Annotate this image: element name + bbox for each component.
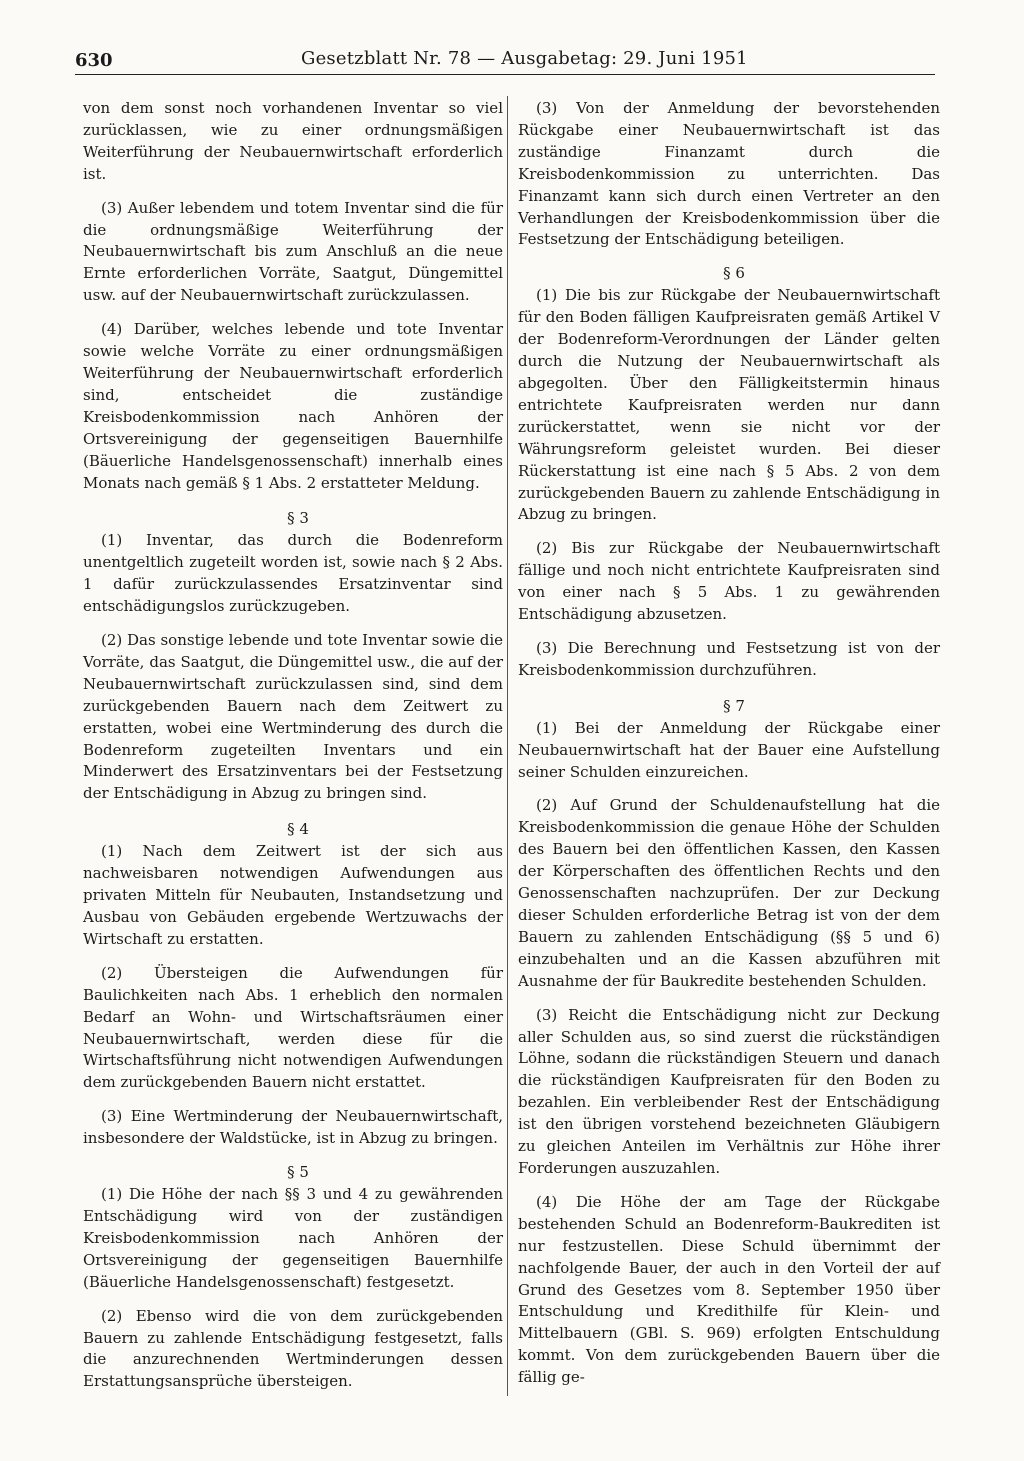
paragraph: (2) Übersteigen die Aufwendungen für Baulichkeiten nach Abs. 1 erheblich den normalen Bedarf an Wohn- und Wirtschaftsräumen einer Neubauernwirtschaft, werden diese für die Wirtschaftsführung nicht notwendigen Aufwendungen dem zurückgebenden Bauern nicht erstattet.: [83, 963, 503, 1092]
section-heading-6: § 6: [723, 264, 745, 283]
page-header: [75, 44, 935, 75]
paragraph: (1) Nach dem Zeitwert ist der sich aus nachweisbaren notwendigen Aufwendungen aus privaten Mitteln für Neubauten, Instandsetzung und Ausbau von Gebäuden ergebende Wertzuwachs der Wirtschaft zu erstatten.: [83, 842, 503, 948]
paragraph: (3) Reicht die Entschädigung nicht zur Deckung aller Schulden aus, so sind zuerst die rückständigen Löhne, sodann die rückständigen Steuern und danach die rückständigen Kaufpreisraten für den Boden zu bezahlen. Ein verbleibender Rest der Entschädigung ist den übrigen vorstehend bezeichneten Gläubigern zu gleichen Anteilen im Verhältnis zur Höhe ihrer Forderungen auszuzahlen.: [518, 1005, 940, 1177]
paragraph: (3) Die Berechnung und Festsetzung ist von der Kreisbodenkommission durchzuführen.: [518, 638, 940, 679]
paragraph: (1) Die Höhe der nach §§ 3 und 4 zu gewährenden Entschädigung wird von der zuständigen Kreisbodenkommission nach Anhören der Ortsvereinigung der gegenseitigen Bauernhilfe (Bäuerliche Handelsgenossenschaft) festgesetzt.: [83, 1185, 503, 1291]
paragraph: (3) Außer lebendem und totem Inventar sind die für die ordnungsmäßige Weiterführung der Neubauernwirtschaft bis zum Anschluß an die neue Ernte erforderlichen Vorräte, Saatgut, Düngemittel usw. auf der Neubauernwirtschaft zurückzulassen.: [83, 198, 503, 305]
paragraph: (2) Bis zur Rückgabe der Neubauernwirtschaft fällige und noch nicht entrichtete Kaufpreisraten sind von einer nach § 5 Abs. 1 zu gewährenden Entschädigung abzusetzen.: [518, 539, 940, 624]
paragraph: (3) Eine Wertminderung der Neubauernwirtschaft, insbesondere der Waldstücke, ist in Abzug zu bringen.: [83, 1107, 503, 1148]
section-heading-4: § 4: [287, 820, 309, 839]
section-heading-7: § 7: [723, 696, 745, 715]
paragraph: (4) Darüber, welches lebende und tote Inventar sowie welche Vorräte zu einer ordnungsmäßigen Weiterführung der Neubauernwirtschaft erforderlich sind, entscheidet die zuständige Kreisbodenkommission nach Anhören der Ortsvereinigung der gegenseitigen Bauernhilfe (Bäuerliche Handelsgenossenschaft) innerhalb eines Monats nach gemäß § 1 Abs. 2 erstatteter Meldung.: [83, 320, 503, 492]
paragraph: (2) Das sonstige lebende und tote Inventar sowie die Vorräte, das Saatgut, die Düngemittel usw., die auf der Neubauernwirtschaft zurückzulassen sind, sind dem zurückgebenden Bauern nach dem Zeitwert zu erstatten, wobei eine Wertminderung des durch die Bodenreform zugeteilten Inventars und ein Minderwert des Ersatzinventars bei der Festsetzung der Entschädigung in Abzug zu bringen sind.: [83, 631, 503, 803]
paragraph: (1) Inventar, das durch die Bodenreform unentgeltlich zugeteilt worden ist, sowie nach § 2 Abs. 1 dafür zurückzulassendes Ersatzinventar sind entschädigungslos zurückzugeben.: [83, 531, 503, 616]
paragraph: (1) Die bis zur Rückgabe der Neubauernwirtschaft für den Boden fälligen Kaufpreisraten gemäß Artikel V der Bodenreform-Verordnungen der Länder gelten durch die Nutzung der Neubauernwirtschaft als abgegolten. Über den Fälligkeitstermin hinaus entrichtete Kaufpreisraten werden nur dann zurückerstattet, wenn sie nicht vor der Währungsreform geleistet wurden. Bei dieser Rückerstattung ist eine nach § 5 Abs. 2 von dem zurückgebenden Bauern zu zahlende Entschädigung in Abzug zu bringen.: [518, 286, 940, 524]
right-column: [518, 98, 940, 1401]
paragraph: (2) Auf Grund der Schuldenaufstellung hat die Kreisbodenkommission die genaue Höhe der Schulden des Bauern bei den öffentlichen Kassen, den Kassen der Körperschaften des öffentlichen Rechts und den Genossenschaften nachzuprüfen. Der zur Deckung dieser Schulden erforderliche Betrag ist von der dem Bauern zu zahlenden Entschädigung (§§ 5 und 6) einzubehalten und an die Kassen abzuführen mit Ausnahme der für Baukredite bestehenden Schulden.: [518, 796, 940, 990]
gazette-title: Gesetzblatt Nr. 78 — Ausgabetag: 29. Juni 1951: [301, 48, 748, 69]
paragraph: (2) Ebenso wird die von dem zurückgebenden Bauern zu zahlende Entschädigung festgesetzt, falls die anzurechnenden Wertminderungen dessen Erstattungsansprüche übersteigen.: [83, 1306, 503, 1391]
page-number: 630: [75, 50, 113, 71]
column-divider: [507, 96, 508, 1396]
paragraph: (4) Die Höhe der am Tage der Rückgabe bestehenden Schuld an Bodenreform-Baukrediten ist nur festzustellen. Diese Schuld übernimmt der nachfolgende Bauer, der auch in den Vorteil der auf Grund des Gesetzes vom 8. September 1950 über Entschuldung und Kredithilfe für Klein- und Mittelbauern (GBl. S. 969) erfolgten Entschuldung kommt. Von dem zurückgebenden Bauern über die fällig ge-: [518, 1192, 940, 1387]
paragraph: (1) Bei der Anmeldung der Rückgabe einer Neubauernwirtschaft hat der Bauer eine Aufstellung seiner Schulden einzureichen.: [518, 718, 940, 781]
section-heading-3: § 3: [287, 509, 309, 528]
section-heading-5: § 5: [287, 1163, 309, 1182]
left-column: [83, 98, 503, 1405]
paragraph: von dem sonst noch vorhandenen Inventar so viel zurücklassen, wie zu einer ordnungsmäßigen Weiterführung der Neubauernwirtschaft erforderlich ist.: [83, 99, 503, 183]
paragraph: (3) Von der Anmeldung der bevorstehenden Rückgabe einer Neubauernwirtschaft ist das zuständige Finanzamt durch die Kreisbodenkommission zu unterrichten. Das Finanzamt kann sich durch einen Vertreter an den Verhandlungen der Kreisbodenkommission über die Festsetzung der Entschädigung beteiligen.: [518, 99, 940, 249]
